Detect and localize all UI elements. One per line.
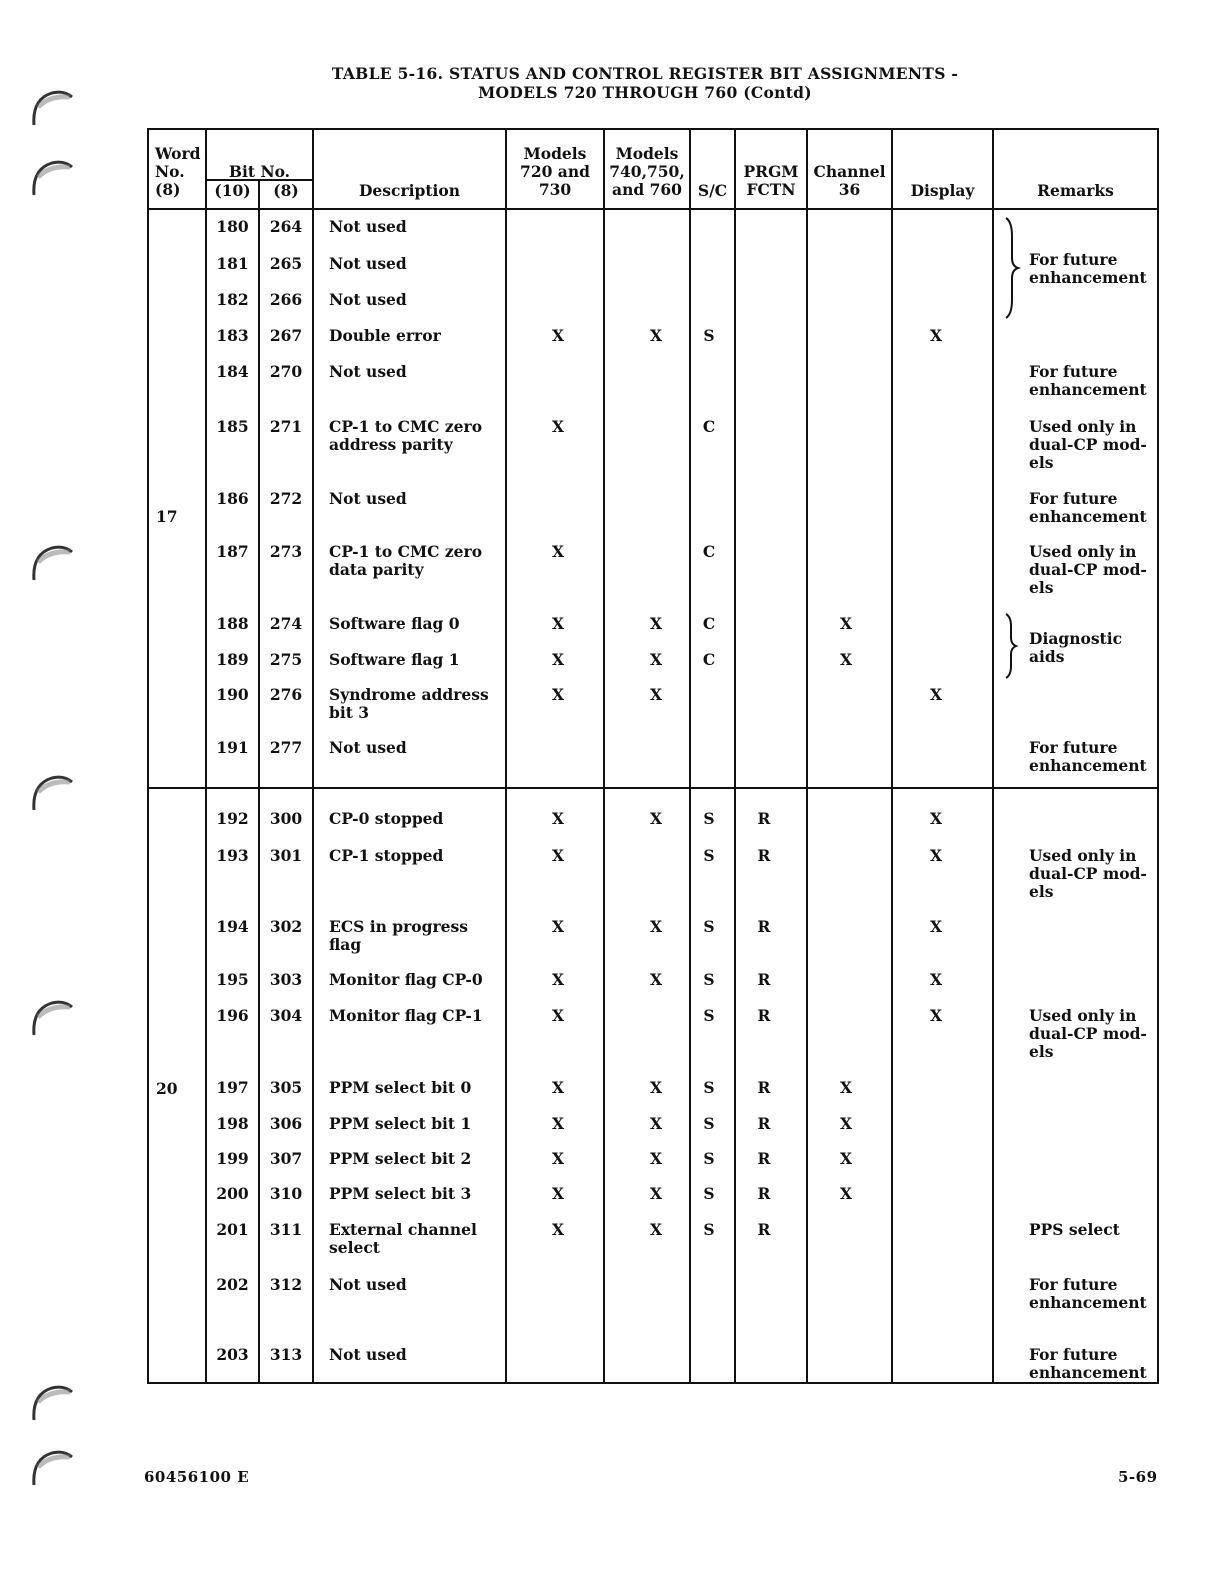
prgm-fctn-code: R	[757, 1006, 771, 1025]
channel-36-mark: X	[839, 1184, 853, 1203]
bit-octal: 274	[269, 614, 303, 633]
bit-octal: 265	[269, 254, 303, 273]
prgm-fctn-code: R	[757, 1220, 771, 1239]
models-720-mark: X	[551, 809, 565, 828]
bit-decimal: 190	[216, 685, 249, 704]
models-720-mark: X	[551, 542, 565, 561]
sc-code: S	[703, 809, 715, 828]
bit-octal: 303	[269, 970, 303, 989]
sc-code: S	[703, 1078, 715, 1097]
description: PPM select bit 0	[329, 1078, 472, 1097]
bit-octal: 270	[269, 362, 303, 381]
bit-decimal: 198	[216, 1114, 249, 1133]
sc-code: S	[703, 846, 715, 865]
bit-decimal: 193	[216, 846, 249, 865]
bit-decimal: 192	[216, 809, 249, 828]
models-740-mark: X	[649, 614, 663, 633]
display-mark: X	[929, 970, 943, 989]
bit-decimal: 196	[216, 1006, 249, 1025]
bit-decimal: 201	[216, 1220, 249, 1239]
header-bit-no: Bit No.	[228, 162, 291, 181]
models-740-mark: X	[649, 1149, 663, 1168]
description: Syndrome address bit 3	[329, 685, 489, 722]
prgm-fctn-code: R	[757, 917, 771, 936]
sc-code: S	[703, 1149, 715, 1168]
brace-icons	[1006, 218, 1018, 678]
remarks: For future enhancement	[1029, 1275, 1147, 1312]
models-740-mark: X	[649, 1220, 663, 1239]
bit-octal: 302	[269, 917, 303, 936]
bit-octal: 276	[269, 685, 303, 704]
page-number: 5-69	[1118, 1468, 1158, 1486]
bit-octal: 307	[269, 1149, 303, 1168]
models-720-mark: X	[551, 846, 565, 865]
bit-decimal: 191	[216, 738, 249, 757]
remarks: For future enhancement	[1029, 738, 1147, 775]
bit-decimal: 188	[216, 614, 249, 633]
bit-decimal: 200	[216, 1184, 249, 1203]
header-display: Display	[910, 181, 975, 200]
sc-code: S	[703, 326, 715, 345]
header-models-720: Models 720 and 730	[520, 144, 590, 199]
description: Software flag 1	[329, 650, 460, 669]
word-number: 17	[156, 507, 178, 526]
bit-decimal: 189	[216, 650, 249, 669]
sc-code: C	[702, 417, 716, 436]
display-mark: X	[929, 846, 943, 865]
description: ECS in progress flag	[329, 917, 468, 954]
display-mark: X	[929, 326, 943, 345]
sc-code: S	[703, 970, 715, 989]
models-740-mark: X	[649, 970, 663, 989]
document-number: 60456100 E	[144, 1468, 250, 1486]
bit-decimal: 194	[216, 917, 249, 936]
description: Double error	[329, 326, 441, 345]
header-word-no: Word No. (8)	[155, 144, 201, 199]
bit-octal: 275	[269, 650, 303, 669]
models-720-mark: X	[551, 650, 565, 669]
remarks: For future enhancement	[1029, 1345, 1147, 1382]
models-720-mark: X	[551, 917, 565, 936]
bit-decimal: 197	[216, 1078, 249, 1097]
bit-decimal: 185	[216, 417, 249, 436]
prgm-fctn-code: R	[757, 1149, 771, 1168]
remarks: Used only in dual-CP mod- els	[1029, 542, 1147, 597]
bit-decimal: 199	[216, 1149, 249, 1168]
bit-octal: 313	[269, 1345, 303, 1364]
channel-36-mark: X	[839, 1114, 853, 1133]
brace-remark: Diagnostic aids	[1029, 629, 1123, 666]
bit-octal: 273	[269, 542, 303, 561]
bit-octal: 277	[269, 738, 303, 757]
bit-octal: 312	[269, 1275, 303, 1294]
prgm-fctn-code: R	[757, 1114, 771, 1133]
bit-decimal: 180	[216, 217, 249, 236]
remarks: Used only in dual-CP mod- els	[1029, 1006, 1147, 1061]
sc-code: S	[703, 917, 715, 936]
display-mark: X	[929, 685, 943, 704]
bit-octal: 304	[269, 1006, 303, 1025]
bit-decimal: 202	[216, 1275, 249, 1294]
sc-code: S	[703, 1184, 715, 1203]
bit-octal: 306	[269, 1114, 303, 1133]
bit-decimal: 203	[216, 1345, 249, 1364]
description: Not used	[329, 1275, 407, 1294]
bit-octal: 272	[269, 489, 303, 508]
bit-octal: 301	[269, 846, 303, 865]
channel-36-mark: X	[839, 650, 853, 669]
display-mark: X	[929, 917, 943, 936]
bit-octal: 267	[269, 326, 303, 345]
models-740-mark: X	[649, 650, 663, 669]
header-description: Description	[358, 181, 460, 200]
bit-octal: 264	[269, 217, 303, 236]
brace-remark: For future enhancement	[1029, 250, 1147, 287]
description: Not used	[329, 738, 407, 757]
brace-icon	[1006, 218, 1018, 318]
models-720-mark: X	[551, 614, 565, 633]
sc-code: S	[703, 1114, 715, 1133]
header-bit-8: (8)	[273, 181, 299, 200]
models-720-mark: X	[551, 1114, 565, 1133]
models-740-mark: X	[649, 1184, 663, 1203]
bit-octal: 266	[269, 290, 303, 309]
description: Not used	[329, 489, 407, 508]
display-mark: X	[929, 1006, 943, 1025]
description: CP-1 to CMC zero address parity	[329, 417, 483, 454]
models-720-mark: X	[551, 685, 565, 704]
models-720-mark: X	[551, 1149, 565, 1168]
brace-icon	[1006, 614, 1016, 678]
description: Software flag 0	[329, 614, 460, 633]
description: PPM select bit 3	[329, 1184, 472, 1203]
bit-decimal: 195	[216, 970, 249, 989]
channel-36-mark: X	[839, 1078, 853, 1097]
description: CP-1 to CMC zero data parity	[329, 542, 483, 579]
header-models-740: Models 740,750, and 760	[609, 144, 685, 199]
models-720-mark: X	[551, 970, 565, 989]
prgm-fctn-code: R	[757, 970, 771, 989]
header-prgm-fctn: PRGM FCTN	[743, 162, 799, 199]
table-title-line-2: MODELS 720 THROUGH 760 (Contd)	[478, 83, 812, 102]
header-remarks: Remarks	[1037, 181, 1114, 200]
remarks: PPS select	[1029, 1220, 1120, 1239]
description: Monitor flag CP-0	[329, 970, 483, 989]
description: PPM select bit 2	[329, 1149, 472, 1168]
sc-code: C	[702, 614, 716, 633]
models-720-mark: X	[551, 1220, 565, 1239]
table-title-line-1: TABLE 5-16. STATUS AND CONTROL REGISTER BIT ASSIGNMENTS -	[331, 64, 959, 83]
prgm-fctn-code: R	[757, 1078, 771, 1097]
prgm-fctn-code: R	[757, 809, 771, 828]
description: Not used	[329, 217, 407, 236]
models-740-mark: X	[649, 809, 663, 828]
description: Not used	[329, 290, 407, 309]
sc-code: S	[703, 1220, 715, 1239]
models-720-mark: X	[551, 417, 565, 436]
bit-octal: 300	[269, 809, 303, 828]
bit-decimal: 187	[216, 542, 249, 561]
bit-octal: 271	[269, 417, 303, 436]
bit-octal: 310	[269, 1184, 303, 1203]
models-740-mark: X	[649, 1078, 663, 1097]
display-mark: X	[929, 809, 943, 828]
remarks: For future enhancement	[1029, 489, 1147, 526]
sc-code: C	[702, 542, 716, 561]
description: CP-1 stopped	[329, 846, 444, 865]
bit-decimal: 182	[216, 290, 249, 309]
description: External channel select	[329, 1220, 477, 1257]
channel-36-mark: X	[839, 614, 853, 633]
models-740-mark: X	[649, 1114, 663, 1133]
header-channel-36: Channel 36	[813, 162, 886, 199]
models-720-mark: X	[551, 1078, 565, 1097]
prgm-fctn-code: R	[757, 846, 771, 865]
description: PPM select bit 1	[329, 1114, 472, 1133]
sc-code: C	[702, 650, 716, 669]
bit-octal: 305	[269, 1078, 303, 1097]
description: CP-0 stopped	[329, 809, 444, 828]
description: Monitor flag CP-1	[329, 1006, 483, 1025]
bit-decimal: 186	[216, 489, 249, 508]
models-740-mark: X	[649, 917, 663, 936]
models-720-mark: X	[551, 1006, 565, 1025]
header-sc: S/C	[697, 181, 728, 200]
description: Not used	[329, 1345, 407, 1364]
description: Not used	[329, 254, 407, 273]
word-number: 20	[156, 1079, 178, 1098]
sc-code: S	[703, 1006, 715, 1025]
remarks: For future enhancement	[1029, 362, 1147, 399]
bit-octal: 311	[269, 1220, 303, 1239]
remarks: Used only in dual-CP mod- els	[1029, 846, 1147, 901]
channel-36-mark: X	[839, 1149, 853, 1168]
prgm-fctn-code: R	[757, 1184, 771, 1203]
models-740-mark: X	[649, 326, 663, 345]
bit-decimal: 184	[216, 362, 249, 381]
description: Not used	[329, 362, 407, 381]
models-740-mark: X	[649, 685, 663, 704]
remarks: Used only in dual-CP mod- els	[1029, 417, 1147, 472]
models-720-mark: X	[551, 1184, 565, 1203]
models-720-mark: X	[551, 326, 565, 345]
bit-decimal: 183	[216, 326, 249, 345]
bit-decimal: 181	[216, 254, 249, 273]
header-bit-10: (10)	[214, 181, 251, 200]
